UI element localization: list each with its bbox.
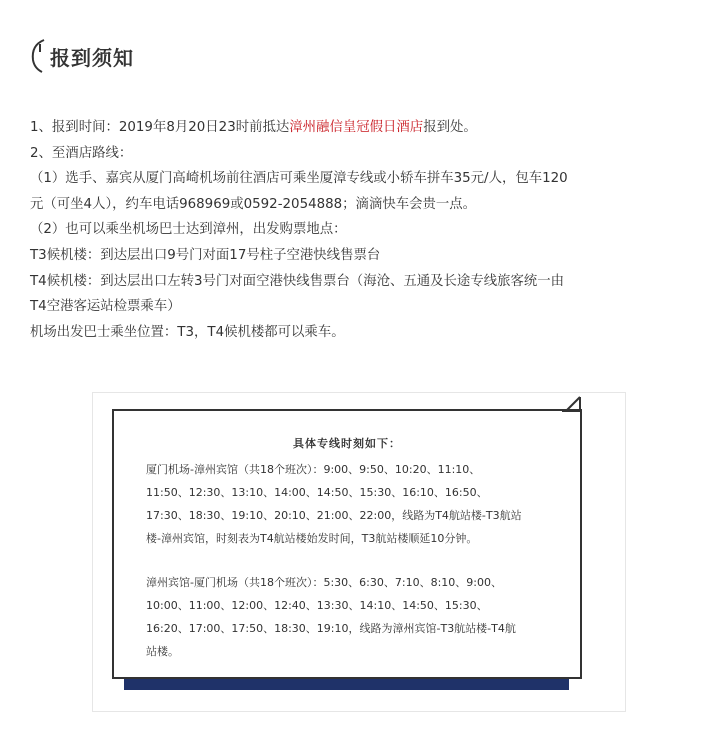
- hotel-to-airport-schedule: [146, 571, 558, 663]
- page-title: 报到须知: [50, 46, 134, 70]
- route-option-2: （2）也可以乘坐机场巴士达到漳州，出发购票地点：: [30, 222, 347, 238]
- schedule-line: 楼-漳州宾馆，时刻表为T4航站楼始发时间，T3航站楼顺延10分钟。: [146, 532, 478, 545]
- route-option-1: （1）选手、嘉宾从厦门高崎机场前往酒店可乘坐厦漳专线或小轿车拼车35元/人，包车120: [30, 171, 568, 187]
- schedule-card: [112, 409, 582, 679]
- report-time-suffix: 报到处。: [423, 120, 477, 135]
- schedule-line: 漳州宾馆-厦门机场（共18个班次）：5:30、6:30、7:10、8:10、9:00、: [146, 576, 502, 589]
- notice-body: [30, 115, 700, 345]
- schedule-title: 具体专线时刻如下：: [293, 437, 401, 450]
- route-option-1-cont: 元（可坐4人），约车电话968969或0592-2054888；滴滴快车会贵一点。: [30, 196, 477, 212]
- schedule-line: 16:20、17:00、17:50、18:30、19:10，线路为漳州宾馆-T3航站楼-T4航: [146, 622, 516, 635]
- schedule-line: 厦门机场-漳州宾馆（共18个班次）：9:00、9:50、10:20、11:10、: [146, 463, 481, 476]
- hotel-name-highlight: 漳州融信皇冠假日酒店: [289, 120, 424, 135]
- t4-ticket-location-cont: T4空港客运站检票乘车）: [30, 299, 181, 315]
- schedule-line: 17:30、18:30、19:10、20:10、21:00、22:00，线路为T4航站楼-T3航站: [146, 509, 522, 522]
- section-header: [30, 38, 230, 74]
- airport-to-hotel-schedule: [146, 458, 558, 550]
- schedule-line: 11:50、12:30、13:10、14:00、14:50、15:30、16:10、16:50、: [146, 486, 488, 499]
- corner-fold-icon: [560, 395, 584, 415]
- t3-ticket-location: T3候机楼：到达层出口9号门对面17号柱子空港快线售票台: [30, 247, 381, 263]
- schedule-line: 站楼。: [146, 645, 179, 658]
- route-heading: 2、至酒店路线：: [30, 145, 133, 161]
- bus-boarding-location: 机场出发巴士乘坐位置：T3，T4候机楼都可以乘车。: [30, 324, 345, 340]
- report-time-line: [30, 115, 700, 141]
- t4-ticket-location: T4候机楼：到达层出口左转3号门对面空港快线售票台（海沧、五通及长途专线旅客统一由: [30, 273, 565, 289]
- report-time-prefix: 1、报到时间：2019年8月20日23时前抵达: [30, 120, 290, 135]
- schedule-line: 10:00、11:00、12:00、12:40、13:30、14:10、14:50、15:30、: [146, 599, 488, 612]
